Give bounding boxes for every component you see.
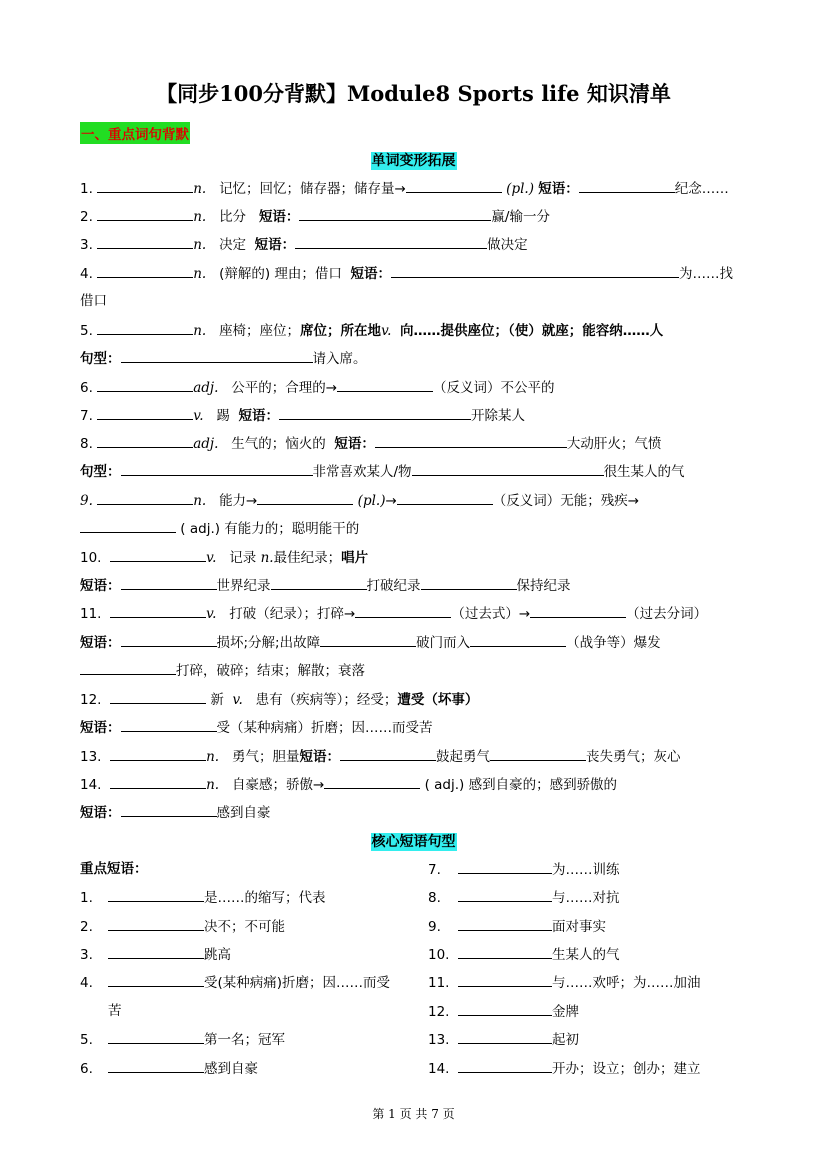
- word-item-11: 11. v. 打破（纪录）；打碎→ （过去式）→ （过去分词）: [80, 603, 707, 624]
- word-item-8: 8. adj. 生气的；恼火的 短语： 大动肝火；气愤: [80, 433, 661, 454]
- blank[interactable]: [490, 746, 586, 761]
- phrase-item-2: 2. 决不；不可能: [80, 916, 285, 937]
- phrase-item-3: 3. 跳高: [80, 944, 231, 965]
- blank[interactable]: [355, 603, 451, 618]
- blank[interactable]: [80, 518, 176, 533]
- blank[interactable]: [97, 263, 193, 278]
- subheading-phrases: 核心短语句型: [371, 834, 456, 850]
- word-item-1: 1. n. 记忆；回忆；储存器；储存量→ (pl.) 短语： 纪念……: [80, 178, 729, 199]
- phrase-item-4-cont: 苦: [108, 1003, 122, 1019]
- word-item-4-cont: 借口: [80, 293, 107, 309]
- blank[interactable]: [108, 1058, 204, 1073]
- blank[interactable]: [458, 916, 552, 931]
- word-item-9-cont: ( adj.) 有能力的；聪明能干的: [80, 518, 359, 539]
- blank[interactable]: [121, 802, 217, 817]
- phrase-item-4: 4. 受(某种病痛)折磨；因……而受: [80, 972, 390, 993]
- blank[interactable]: [110, 774, 206, 789]
- word-item-2: 2. n. 比分 短语： 赢/输一分: [80, 206, 550, 227]
- blank[interactable]: [340, 746, 436, 761]
- blank[interactable]: [108, 944, 204, 959]
- blank[interactable]: [579, 178, 675, 193]
- word-item-10-phrases: 短语： 世界纪录 打破纪录 保持纪录: [80, 575, 571, 596]
- word-item-3: 3. n. 决定 短语： 做决定: [80, 234, 528, 255]
- blank[interactable]: [458, 944, 552, 959]
- blank[interactable]: [470, 632, 566, 647]
- phrase-item-14: 14. 开办；设立；创办；建立: [428, 1058, 701, 1079]
- blank[interactable]: [271, 575, 367, 590]
- word-item-11-phrases: 短语： 损坏;分解;出故障 破门而入 （战争等）爆发: [80, 632, 661, 653]
- blank[interactable]: [97, 490, 193, 505]
- blank[interactable]: [121, 632, 217, 647]
- phrase-item-1: 1. 是……的缩写；代表: [80, 887, 326, 908]
- blank[interactable]: [97, 433, 193, 448]
- blank[interactable]: [320, 632, 416, 647]
- blank[interactable]: [530, 603, 626, 618]
- blank[interactable]: [375, 433, 567, 448]
- phrase-item-6: 6. 感到自豪: [80, 1058, 258, 1079]
- blank[interactable]: [110, 547, 206, 562]
- blank[interactable]: [108, 972, 204, 987]
- page-title: 【同步100分背默】Module8 Sports life 知识清单: [156, 81, 671, 106]
- blank[interactable]: [80, 660, 176, 675]
- blank[interactable]: [458, 859, 552, 874]
- blank[interactable]: [97, 405, 193, 420]
- blank[interactable]: [108, 887, 204, 902]
- phrase-item-13: 13. 起初: [428, 1029, 579, 1050]
- blank[interactable]: [121, 348, 313, 363]
- word-item-10: 10. v. 记录 n.最佳纪录；唱片: [80, 547, 368, 568]
- word-item-7: 7. v. 踢 短语： 开除某人: [80, 405, 525, 426]
- blank[interactable]: [458, 1058, 552, 1073]
- blank[interactable]: [299, 206, 491, 221]
- blank[interactable]: [110, 603, 206, 618]
- blank[interactable]: [295, 234, 487, 249]
- blank[interactable]: [391, 263, 679, 278]
- blank[interactable]: [406, 178, 502, 193]
- blank[interactable]: [108, 1029, 204, 1044]
- section-heading: 一、重点词句背默: [80, 122, 190, 144]
- word-item-4: 4. n. (辩解的) 理由；借口 短语： 为……找: [80, 263, 733, 284]
- subheading-word-forms: 单词变形拓展: [371, 153, 456, 169]
- word-item-14-phrases: 短语： 感到自豪: [80, 802, 271, 823]
- phrase-item-8: 8. 与……对抗: [428, 887, 620, 908]
- word-item-12: 12. 新 v. 患有（疾病等）；经受；遭受（坏事）: [80, 689, 478, 710]
- phrase-item-10: 10. 生某人的气: [428, 944, 620, 965]
- blank[interactable]: [121, 461, 313, 476]
- blank[interactable]: [421, 575, 517, 590]
- phrase-item-5: 5. 第一名；冠军: [80, 1029, 285, 1050]
- word-item-14: 14. n. 自豪感；骄傲→ ( adj.) 感到自豪的；感到骄傲的: [80, 774, 617, 795]
- blank[interactable]: [97, 178, 193, 193]
- phrase-item-9: 9. 面对事实: [428, 916, 606, 937]
- blank[interactable]: [257, 490, 353, 505]
- phrase-item-11: 11. 与……欢呼；为……加油: [428, 972, 701, 993]
- blank[interactable]: [458, 887, 552, 902]
- word-item-9: 9. n. 能力→ (pl.)→ （反义词）无能；残疾→: [80, 490, 639, 511]
- word-item-13: 13. n. 勇气；胆量短语： 鼓起勇气 丧失勇气；灰心: [80, 746, 680, 767]
- blank[interactable]: [97, 206, 193, 221]
- word-item-11-phrases-cont: 打碎，破碎；结束；解散；衰落: [80, 660, 365, 681]
- blank[interactable]: [279, 405, 471, 420]
- page-footer: 第 1 页 共 7 页: [372, 1107, 455, 1121]
- blank[interactable]: [458, 972, 552, 987]
- blank[interactable]: [397, 490, 493, 505]
- phrases-heading: 重点短语：: [80, 861, 148, 877]
- blank[interactable]: [121, 717, 217, 732]
- blank[interactable]: [324, 774, 420, 789]
- blank[interactable]: [458, 1029, 552, 1044]
- blank[interactable]: [458, 1001, 552, 1016]
- blank[interactable]: [121, 575, 217, 590]
- word-item-5: 5. n. 座椅；座位；席位；所在地v. 向……提供座位；（使）就座；能容纳……人: [80, 320, 663, 341]
- blank[interactable]: [97, 234, 193, 249]
- blank[interactable]: [110, 689, 206, 704]
- word-item-6: 6. adj. 公平的；合理的→ （反义词）不公平的: [80, 377, 555, 398]
- phrase-item-7: 7. 为……训练: [428, 859, 620, 880]
- blank[interactable]: [412, 461, 604, 476]
- word-item-12-phrases: 短语： 受（某种病痛）折磨；因……而受苦: [80, 717, 433, 738]
- blank[interactable]: [337, 377, 433, 392]
- blank[interactable]: [110, 746, 206, 761]
- blank[interactable]: [108, 916, 204, 931]
- word-item-8-sentence: 句型： 非常喜欢某人/物 很生某人的气: [80, 461, 685, 482]
- blank[interactable]: [97, 377, 193, 392]
- word-item-5-sentence: 句型： 请入席。: [80, 348, 367, 369]
- phrase-item-12: 12. 金牌: [428, 1001, 579, 1022]
- blank[interactable]: [97, 320, 193, 335]
